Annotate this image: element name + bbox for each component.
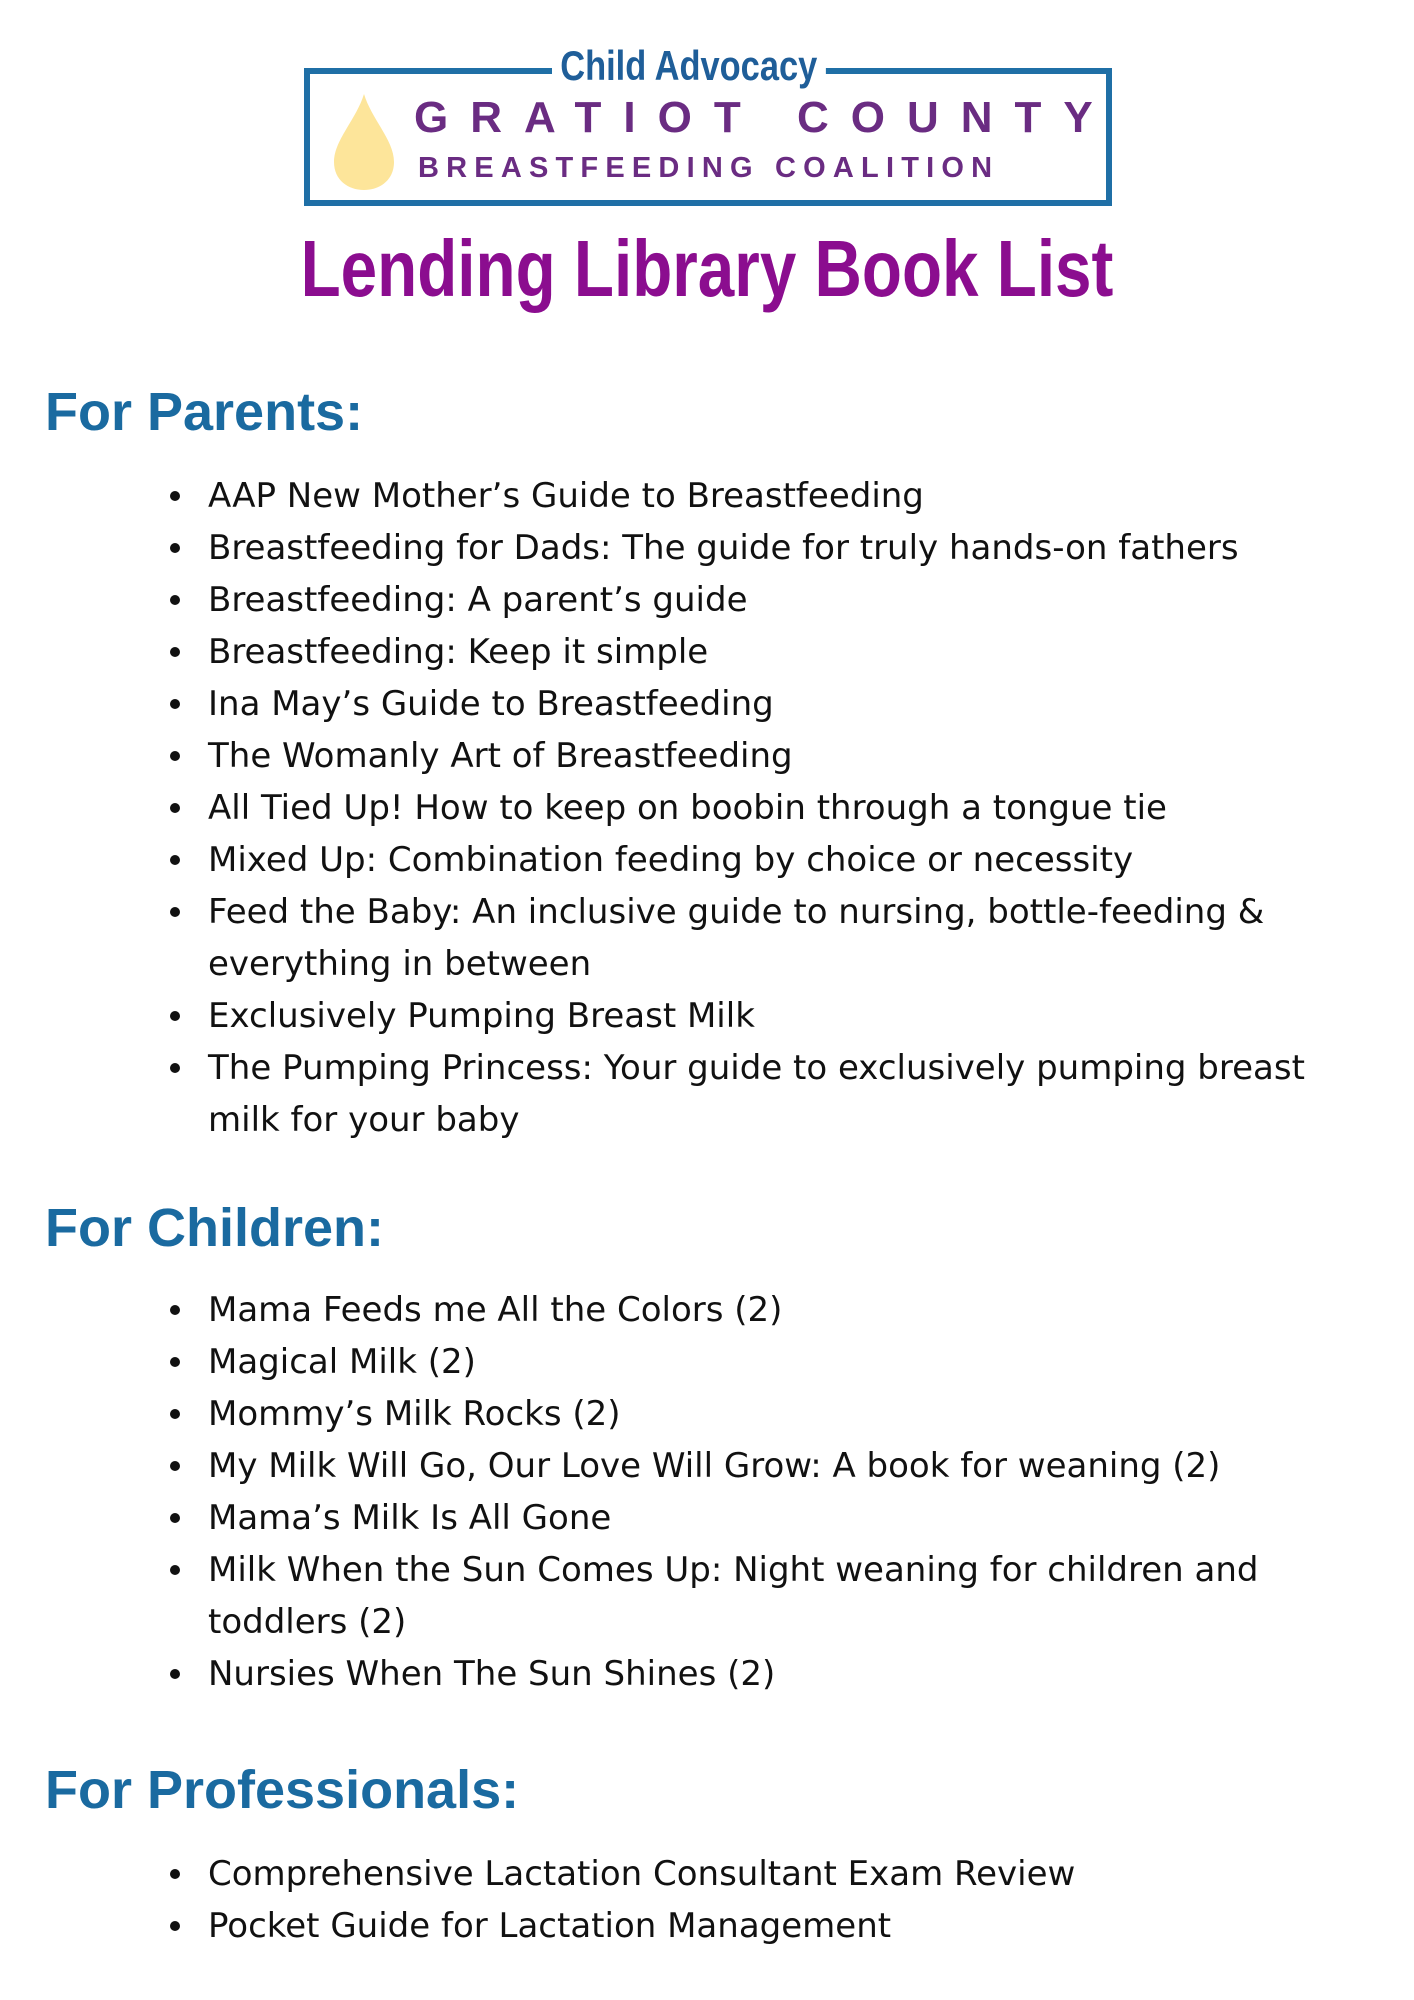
list-item: Feed the Baby: An inclusive guide to nursing, bottle-feeding & everything in between <box>208 886 1358 990</box>
list-item: Ina May’s Guide to Breastfeeding <box>208 678 1358 730</box>
list-item: Breastfeeding: A parent’s guide <box>208 574 1358 626</box>
list-item: The Womanly Art of Breastfeeding <box>208 730 1358 782</box>
list-item: The Pumping Princess: Your guide to exclusively pumping breast milk for your baby <box>208 1042 1358 1146</box>
section-heading-parents: For Parents: <box>45 382 364 442</box>
section-heading-professionals: For Professionals: <box>45 1760 520 1820</box>
professionals-book-list <box>208 1848 1358 1952</box>
list-item: Mixed Up: Combination feeding by choice or necessity <box>208 834 1358 886</box>
list-item: Milk When the Sun Comes Up: Night weaning for children and toddlers (2) <box>208 1544 1358 1648</box>
list-item: Exclusively Pumping Breast Milk <box>208 990 1358 1042</box>
section-heading-children: For Children: <box>45 1198 384 1258</box>
parents-book-list <box>208 470 1358 1146</box>
list-item: AAP New Mother’s Guide to Breastfeeding <box>208 470 1358 522</box>
list-item: Comprehensive Lactation Consultant Exam Review <box>208 1848 1358 1900</box>
children-book-list <box>208 1284 1358 1700</box>
list-item: All Tied Up! How to keep on boobin through a tongue tie <box>208 782 1358 834</box>
list-item: Mama’s Milk Is All Gone <box>208 1492 1358 1544</box>
coalition-logo <box>304 42 1115 206</box>
list-item: Mommy’s Milk Rocks (2) <box>208 1388 1358 1440</box>
logo-coalition-name: BREASTFEEDING COALITION <box>418 152 1000 184</box>
logo-top-text: Child Advocacy <box>552 41 825 91</box>
list-item: Breastfeeding for Dads: The guide for truly hands-on fathers <box>208 522 1358 574</box>
list-item: Nursies When The Sun Shines (2) <box>208 1648 1358 1700</box>
page-title: Lending Library Book List <box>300 224 1114 313</box>
list-item: Mama Feeds me All the Colors (2) <box>208 1284 1358 1336</box>
list-item: Magical Milk (2) <box>208 1336 1358 1388</box>
list-item: My Milk Will Go, Our Love Will Grow: A book for weaning (2) <box>208 1440 1358 1492</box>
list-item: Pocket Guide for Lactation Management <box>208 1900 1358 1952</box>
list-item: Breastfeeding: Keep it simple <box>208 626 1358 678</box>
milk-drop-icon <box>330 92 398 192</box>
logo-county-name: GRATIOT COUNTY <box>414 93 1115 142</box>
